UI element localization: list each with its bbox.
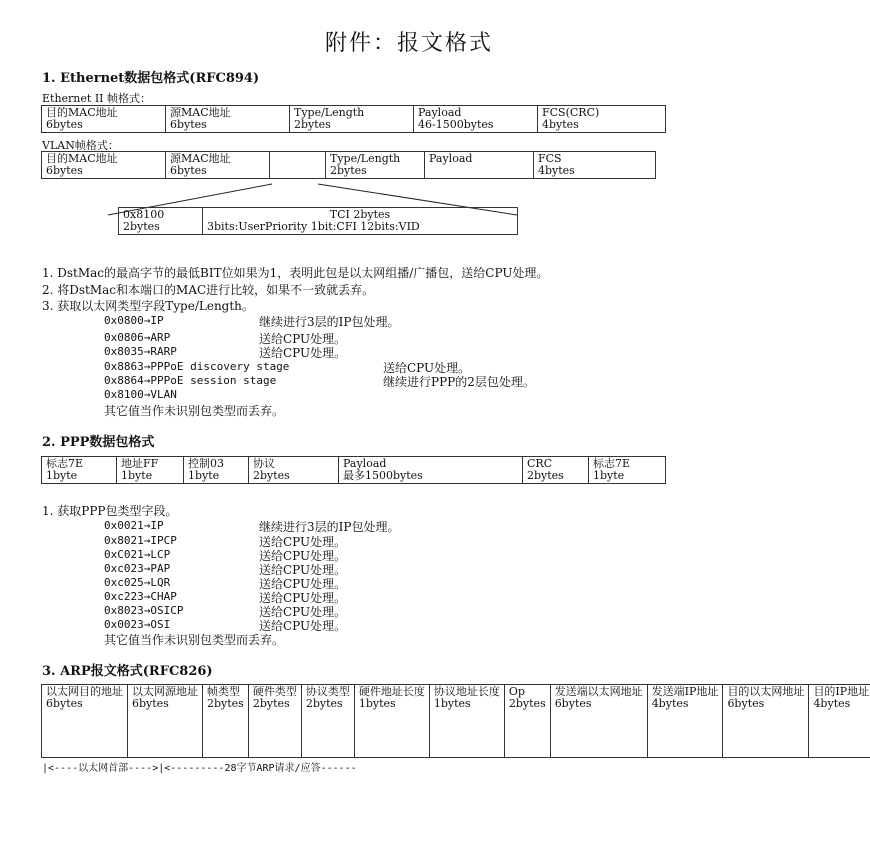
frame-field: 源MAC地址 6bytes [166, 106, 290, 133]
frame-field: FCS 4bytes [534, 152, 656, 179]
eth-type-code: 0x8864→PPPoE session stage [104, 374, 277, 387]
frame-field: 目的MAC地址 6bytes [42, 152, 166, 179]
frame-field: CRC 2bytes [523, 457, 589, 484]
section-1-heading: 1. Ethernet数据包格式(RFC894) [42, 71, 260, 86]
eth-type-code: 0x8100→VLAN [104, 388, 177, 401]
frame-field: 标志7E 1byte [42, 457, 117, 484]
ppp-type-action: 送给CPU处理。 [259, 591, 347, 605]
frame-field: 目的以太网地址 6bytes [723, 685, 809, 758]
frame-field: Op 2bytes [504, 685, 550, 758]
frame-field: Type/Length 2bytes [290, 106, 414, 133]
frame-field: Payload 最多1500bytes [339, 457, 523, 484]
arp-span-footer: |<----以太网首部---->|<---------28字节ARP请求/应答------ [42, 763, 357, 774]
eth-type-code: 0x8035→RARP [104, 345, 177, 358]
ppp-type-code: 0x0023→OSI [104, 618, 171, 631]
frame-field: 硬件类型 2bytes [248, 685, 301, 758]
ppp-type-action: 送给CPU处理。 [259, 605, 347, 619]
eth-type-action: 送给CPU处理。 [383, 361, 471, 375]
ppp-note: 1. 获取PPP包类型字段。 [42, 504, 178, 518]
frame-field: 源MAC地址 6bytes [166, 152, 270, 179]
ppp-type-code: 0xc023→PAP [104, 562, 171, 575]
eth-type-code: 0x8863→PPPoE discovery stage [104, 360, 290, 373]
frame-field: 地址FF 1byte [117, 457, 184, 484]
vlan-tag-table [118, 207, 518, 235]
section-3-heading: 3. ARP报文格式(RFC826) [42, 664, 213, 679]
frame-field: 以太网源地址 6bytes [128, 685, 203, 758]
ppp-type-action: 送给CPU处理。 [259, 535, 347, 549]
ppp-type-code: 0xc025→LQR [104, 576, 171, 589]
eth-type-action: 送给CPU处理。 [259, 332, 347, 346]
frame-field: Type/Length 2bytes [326, 152, 425, 179]
ppp-type-action: 送给CPU处理。 [259, 577, 347, 591]
tci-field: TCI 2bytes 3bits:UserPriority 1bit:CFI 12bits:VID [203, 208, 518, 235]
frame-field: 协议 2bytes [249, 457, 339, 484]
frame-field: 发送端以太网地址 6bytes [550, 685, 647, 758]
frame-field: 硬件地址长度 1bytes [354, 685, 429, 758]
eth-type-code: 0x0806→ARP [104, 331, 171, 344]
eth-type-action: 继续进行PPP的2层包处理。 [383, 375, 535, 389]
eth-type-code: 0x0800→IP [104, 314, 164, 327]
arp-frame-table [41, 684, 870, 758]
frame-field: 协议类型 2bytes [301, 685, 354, 758]
eth-other-note: 其它值当作未识别包类型而丢弃。 [104, 404, 285, 418]
frame-field: 协议地址长度 1bytes [429, 685, 504, 758]
ppp-other-note: 其它值当作未识别包类型而丢弃。 [104, 633, 285, 647]
ppp-type-code: 0xC021→LCP [104, 548, 171, 561]
frame-field: 目的IP地址 4bytes [809, 685, 870, 758]
ppp-type-code: 0x8023→OSICP [104, 604, 184, 617]
tpid-field: 0x8100 2bytes [119, 208, 203, 235]
ppp-type-action: 送给CPU处理。 [259, 549, 347, 563]
eth-type-action: 送给CPU处理。 [259, 346, 347, 360]
ppp-frame-table [41, 456, 666, 484]
frame-field: FCS(CRC) 4bytes [538, 106, 666, 133]
note-1: 1. DstMac的最高字节的最低BIT位如果为1，表明此包是以太网组播/广播包，送给CPU处理。 [42, 266, 549, 280]
ppp-type-code: 0x8021→IPCP [104, 534, 177, 547]
frame-field: 标志7E 1byte [589, 457, 666, 484]
frame-field: Payload 46-1500bytes [414, 106, 538, 133]
frame-field: 发送端IP地址 4bytes [647, 685, 723, 758]
eth-type-action: 继续进行3层的IP包处理。 [259, 315, 400, 329]
frame-field: Payload [425, 152, 534, 179]
frame-field: 以太网目的地址 6bytes [42, 685, 128, 758]
frame-field: 控制03 1byte [184, 457, 249, 484]
ppp-type-code: 0xc223→CHAP [104, 590, 177, 603]
ppp-type-code: 0x0021→IP [104, 519, 164, 532]
ppp-type-action: 送给CPU处理。 [259, 619, 347, 633]
ppp-type-action: 送给CPU处理。 [259, 563, 347, 577]
ppp-type-action: 继续进行3层的IP包处理。 [259, 520, 400, 534]
frame-field: 目的MAC地址 6bytes [42, 106, 166, 133]
page-title: 附件：报文格式 [325, 31, 494, 56]
note-3: 3. 获取以太网类型字段Type/Length。 [42, 299, 254, 313]
section-2-heading: 2. PPP数据包格式 [42, 435, 155, 450]
note-2: 2. 将DstMac和本端口的MAC进行比较，如果不一致就丢弃。 [42, 283, 375, 297]
ethernet-ii-label: Ethernet II 帧格式： [42, 92, 152, 105]
vlan-label: VLAN帧格式： [42, 139, 119, 152]
frame-field: 帧类型 2bytes [203, 685, 249, 758]
